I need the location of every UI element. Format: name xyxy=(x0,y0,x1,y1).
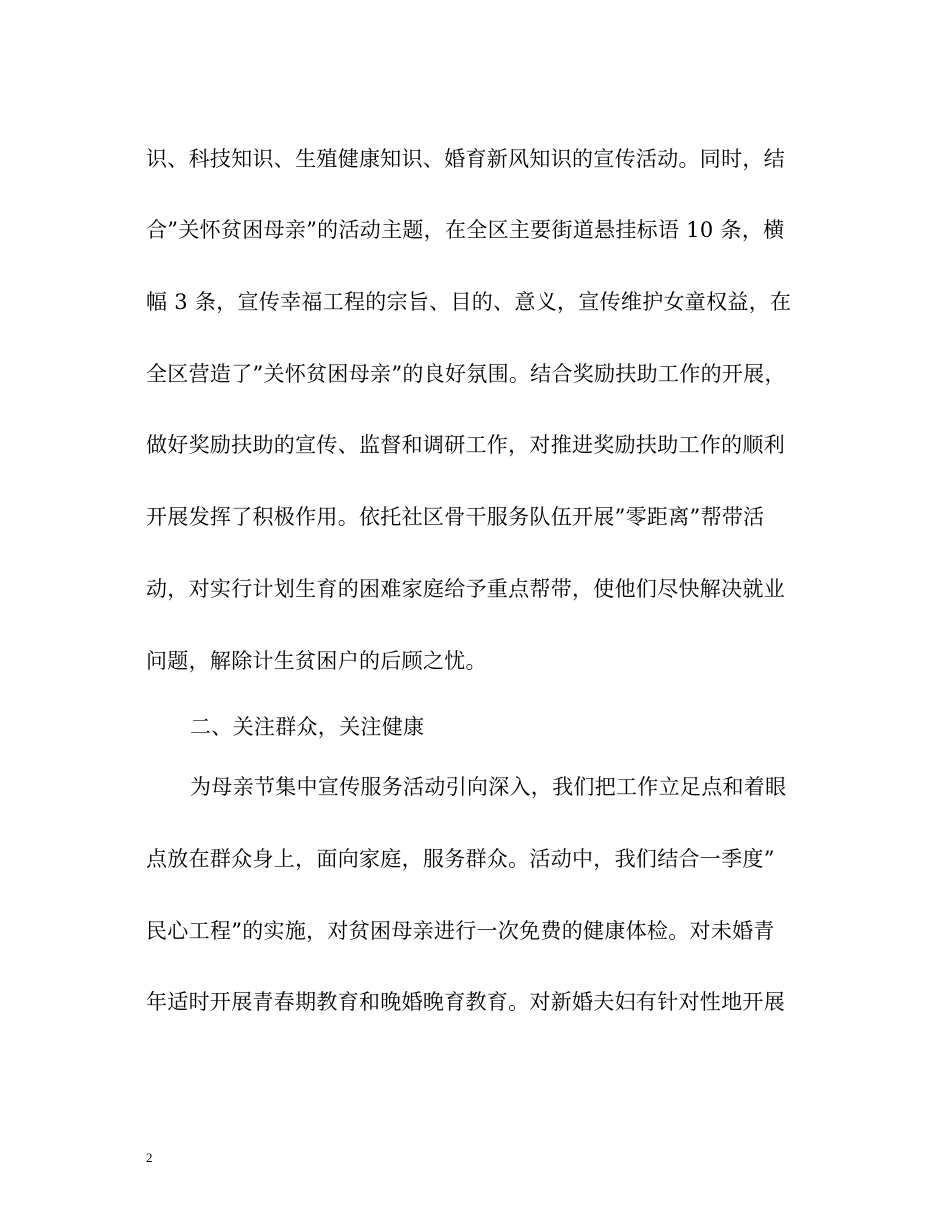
paragraph-1-line-4: 全区营造了”关怀贫困母亲”的良好氛围。结合奖励扶助工作的开展， xyxy=(146,362,786,386)
paragraph-1-line-6: 开展发挥了积极作用。依托社区骨干服务队伍开展”零距离”帮带活 xyxy=(146,505,765,529)
paragraph-1-line-7: 动，对实行计划生育的困难家庭给予重点帮带，使他们尽快解决就业 xyxy=(146,577,785,601)
page-number: 2 xyxy=(146,1150,153,1165)
paragraph-2-line-1: 为母亲节集中宣传服务活动引向深入，我们把工作立足点和着眼 xyxy=(190,775,787,799)
paragraph-1-line-2: 合”关怀贫困母亲”的活动主题，在全区主要街道悬挂标语 10 条，横 xyxy=(146,218,785,242)
section-heading: 二、关注群众，关注健康 xyxy=(190,715,425,739)
paragraph-1-line-1: 识、科技知识、生殖健康知识、婚育新风知识的宣传活动。同时，结 xyxy=(146,147,785,171)
paragraph-2-line-3: 民心工程”的实施，对贫困母亲进行一次免费的健康体检。对未婚青 xyxy=(146,919,775,943)
paragraph-2-line-4: 年适时开展青春期教育和晚婚晚育教育。对新婚夫妇有针对性地开展 xyxy=(146,990,785,1014)
paragraph-1-line-8: 问题，解除计生贫困户的后顾之忧。 xyxy=(146,649,487,673)
paragraph-1-line-3: 幅 3 条，宣传幸福工程的宗旨、目的、意义，宣传维护女童权益，在 xyxy=(146,290,792,314)
paragraph-2-line-2: 点放在群众身上，面向家庭，服务群众。活动中，我们结合一季度” xyxy=(146,847,775,871)
paragraph-1-line-5: 做好奖励扶助的宣传、监督和调研工作，对推进奖励扶助工作的顺利 xyxy=(146,433,785,457)
